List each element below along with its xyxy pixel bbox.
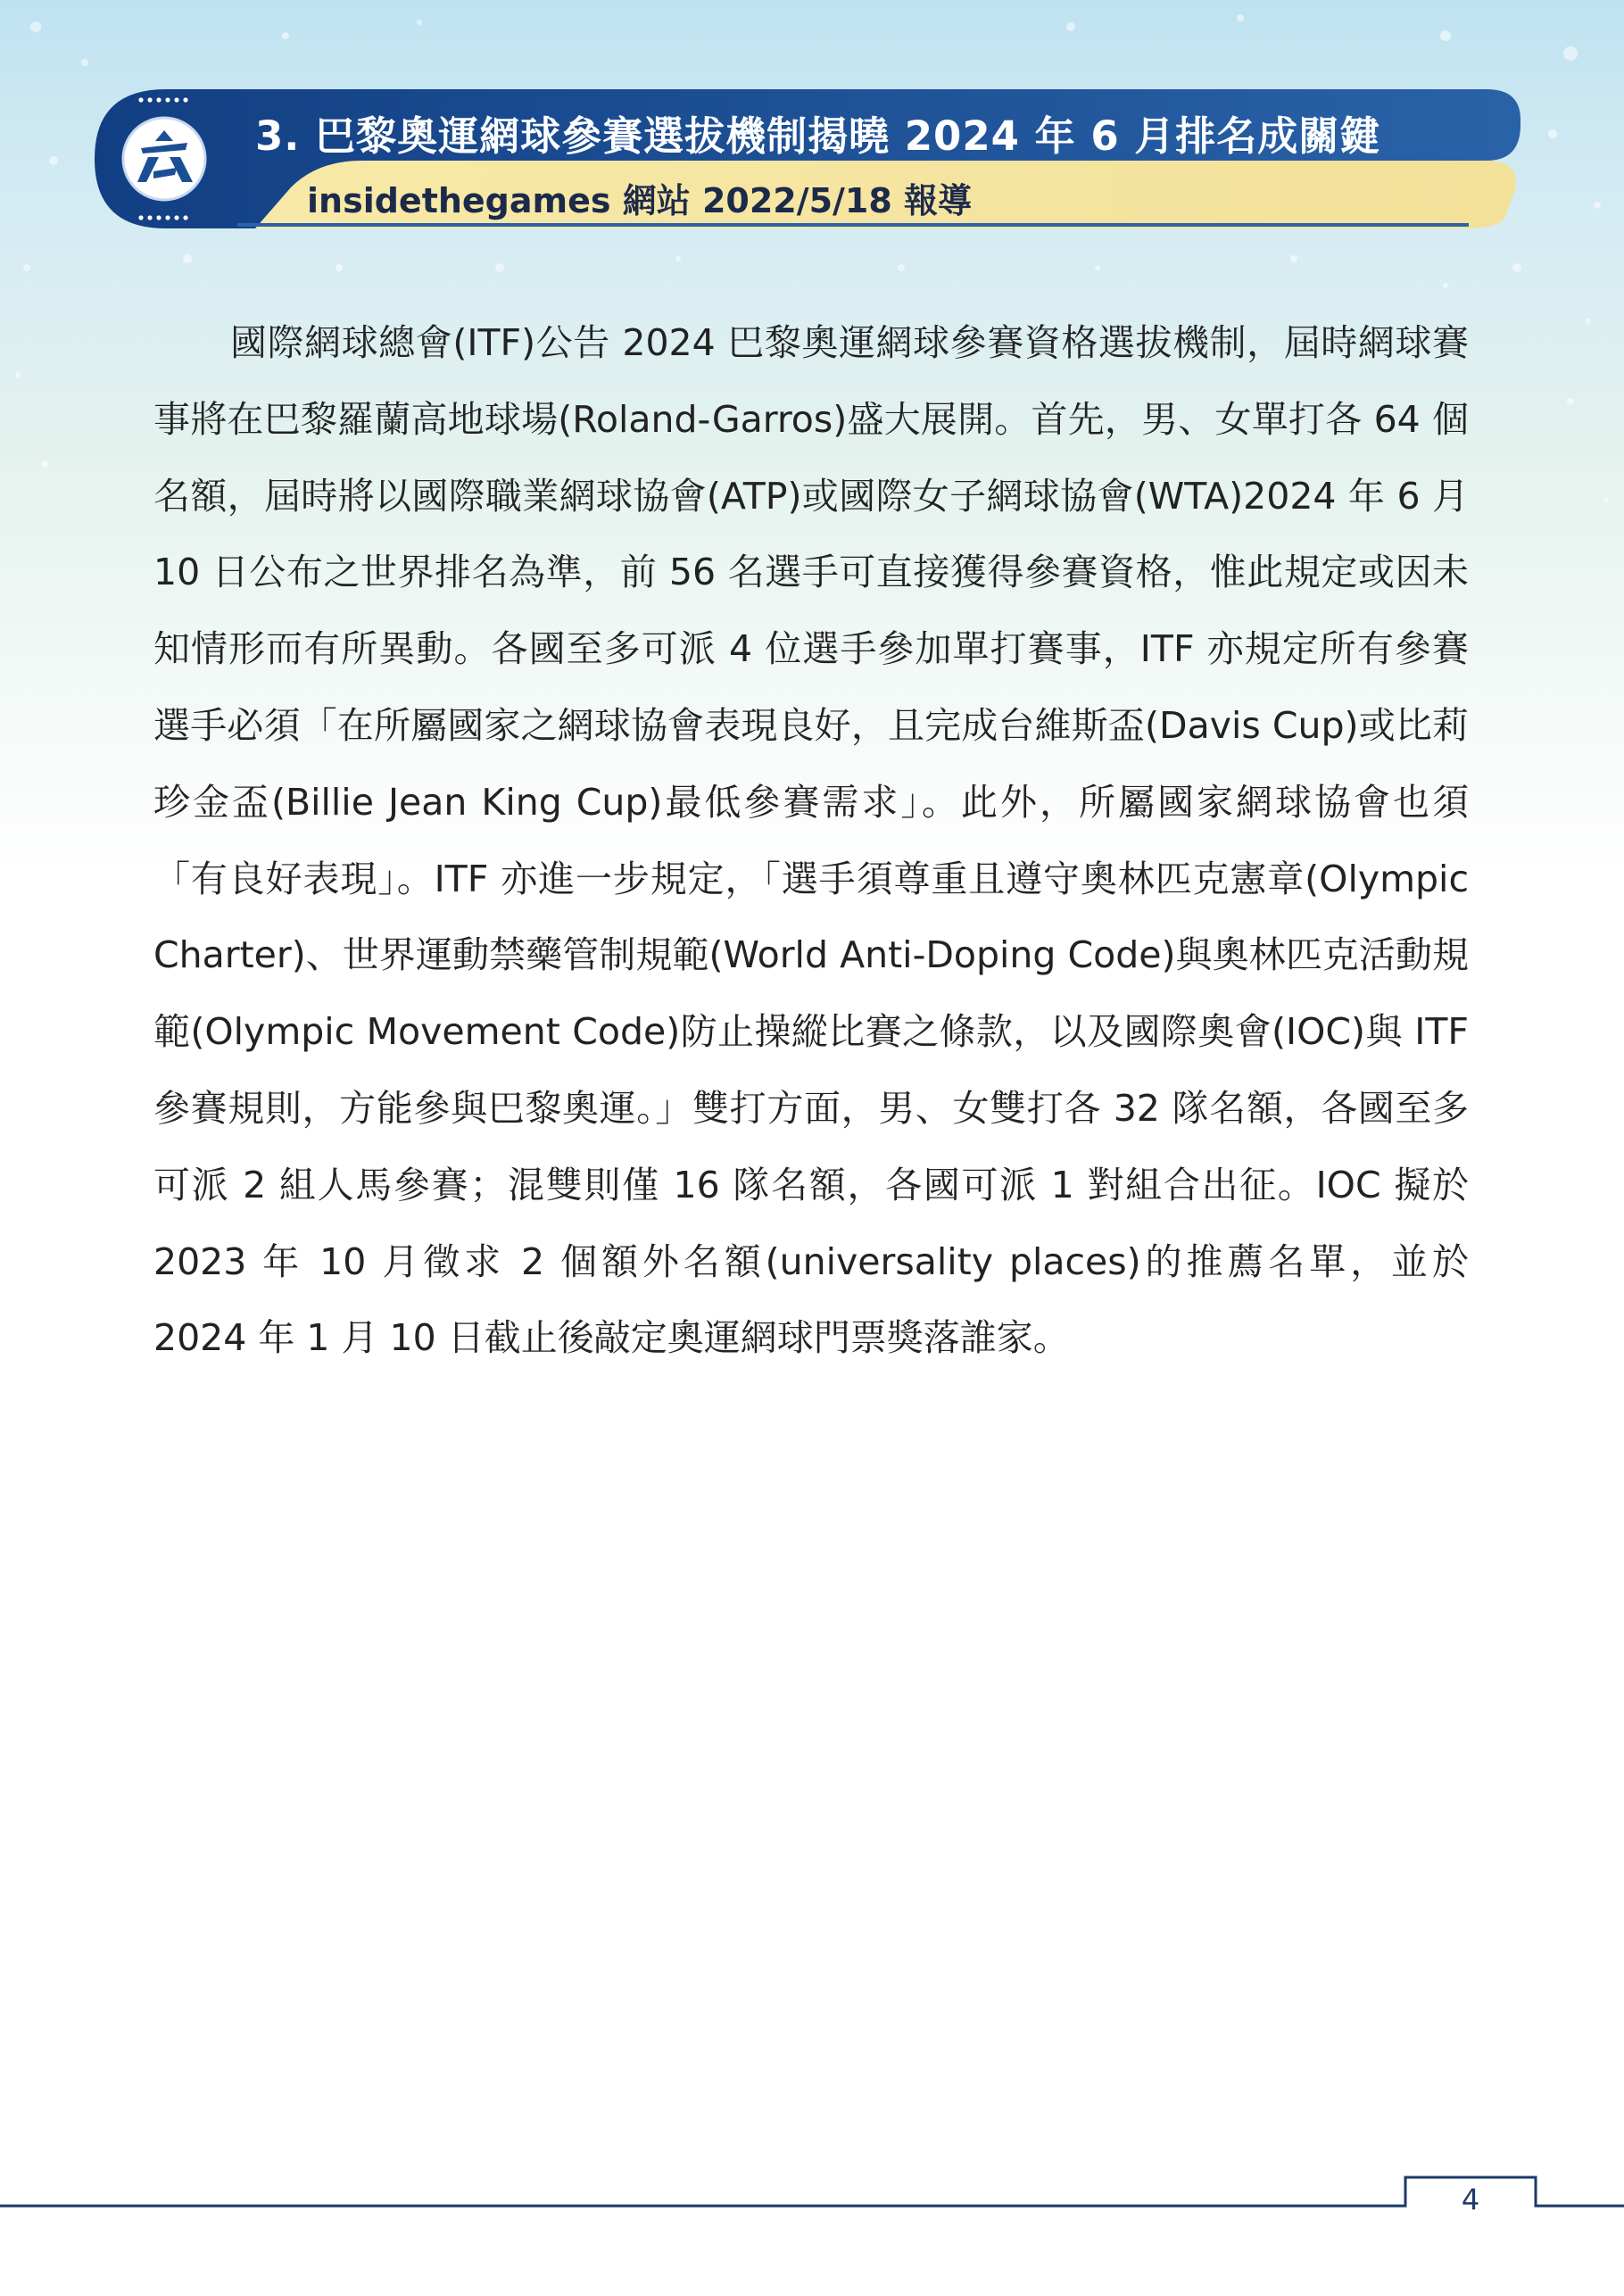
page-number: 4 (1461, 2183, 1480, 2217)
section-header (95, 89, 1520, 228)
article-paragraph: 國際網球總會(ITF)公告 2024 巴黎奧運網球參賽資格選拔機制，屆時網球賽事將在巴黎羅蘭高地球場(Roland-Garros)盛大展開。首先，男、女單打各 64 個名額，屆時將以國際職業網球協會(ATP)或國際女子網球協會(WTA)2024 年 6 月 10 日公布之世界排名為準，前 56 名選手可直接獲得參賽資格，惟此規定或因未知情形而有所異動。各國至多可派 4 位選手參加單打賽事，ITF 亦規定所有參賽選手必須「在所屬國家之網球協會表現良好，且完成台維斯盃(Davis Cup)或比莉珍金盃(Billie Jean King Cup)最低參賽需求」。此外，所屬國家網球協會也須「有良好表現」。ITF 亦進一步規定，「選手須尊重且遵守奧林匹克憲章(Olympic Charter)、世界運動禁藥管制規範(World Anti-Doping Code)與奧林匹克活動規範(Olympic Movement Code)防止操縱比賽之條款，以及國際奧會(IOC)與 ITF 參賽規則，方能參與巴黎奧運。」雙打方面，男、女雙打各 32 隊名額，各國至多可派 2 組人馬參賽；混雙則僅 16 隊名額，各國可派 1 對組合出征。IOC 擬於 2023 年 10 月徵求 2 個額外名額(universality places)的推薦名單，並於 2024 年 1 月 10 日截止後敲定奧運網球門票獎落誰家。 (153, 321, 1469, 1360)
footer-rule (0, 2170, 1624, 2224)
section-title: 3. 巴黎奧運網球參賽選拔機制揭曉 2024 年 6 月排名成關鍵 (255, 112, 1381, 160)
source-subtitle: insidethegames 網站 2022/5/18 報導 (307, 181, 973, 220)
olympic-council-logo-icon (95, 89, 237, 228)
